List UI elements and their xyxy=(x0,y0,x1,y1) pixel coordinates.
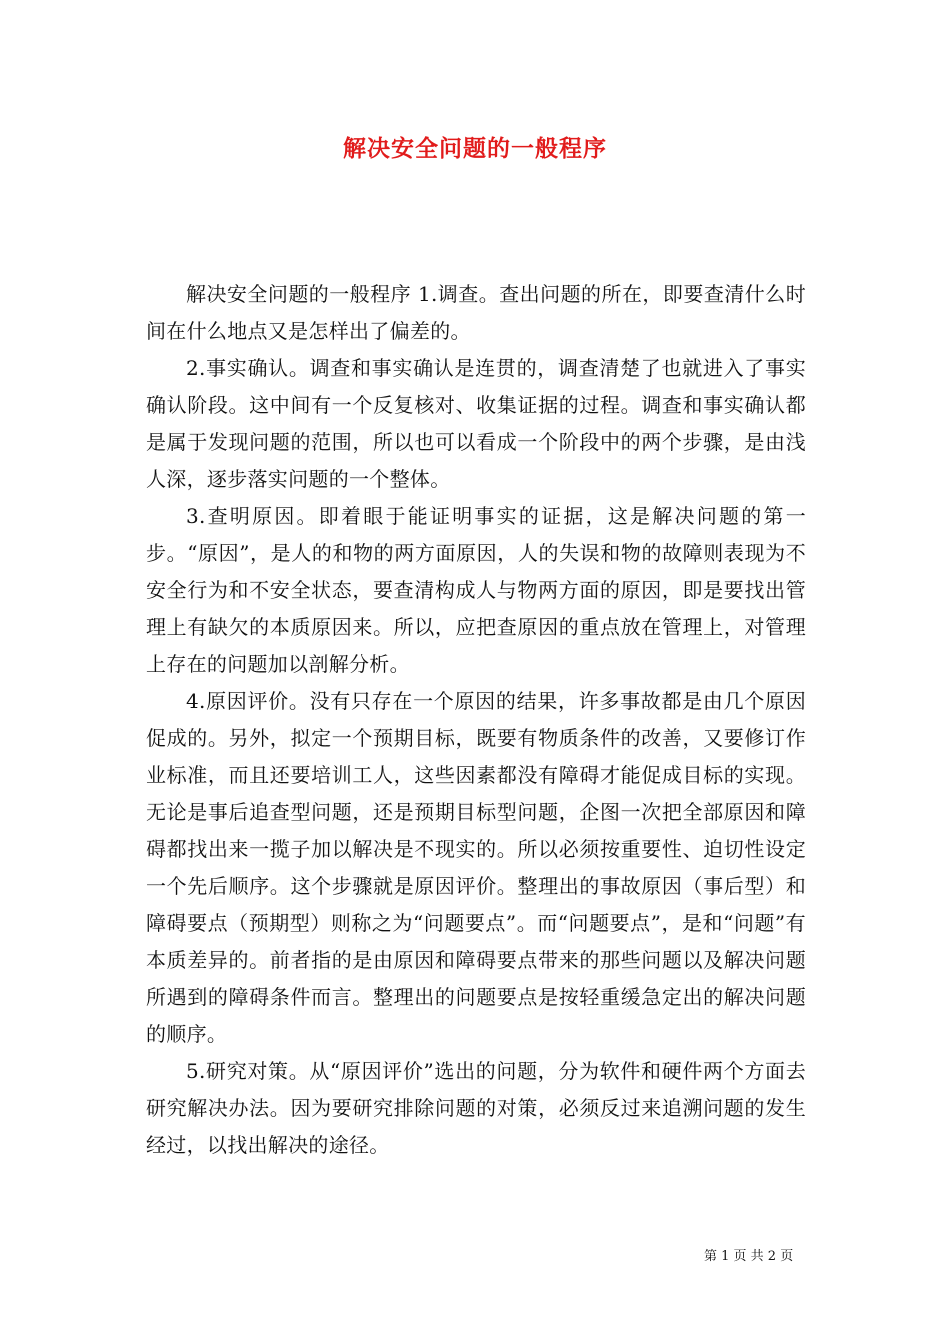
paragraph-2: 2.事实确认。调查和事实确认是连贯的，调查清楚了也就进入了事实确认阶段。这中间有一个反复核对、收集证据的过程。调查和事实确认都是属于发现问题的范围，所以也可以看成一个阶段中的两个步骤，是由浅人深，逐步落实问题的一个整体。 xyxy=(146,356,806,491)
page-number-footer: 第 1 页 共 2 页 xyxy=(704,1249,794,1264)
paragraph-5: 5.研究对策。从“原因评价”选出的问题，分为软件和硬件两个方面去研究解决办法。因为要研究排除问题的对策，必须反过来追溯问题的发生经过，以找出解决的途径。 xyxy=(146,1059,806,1157)
paragraph-1: 解决安全问题的一般程序 1.调查。查出问题的所在，即要查清什么时间在什么地点又是怎样出了偏差的。 xyxy=(146,282,806,343)
document-title: 解决安全问题的一般程序 xyxy=(343,135,607,162)
paragraph-3: 3.查明原因。即着眼于能证明事实的证据，这是解决问题的第一步。“原因”，是人的和物的两方面原因，人的失误和物的故障则表现为不安全行为和不安全状态，要查清构成人与物两方面的原因，即是要找出管理上有缺欠的本质原因来。所以，应把查原因的重点放在管理上，对管理上存在的问题加以剖解分析。 xyxy=(146,504,806,676)
document-body xyxy=(146,276,806,1164)
paragraph-4: 4.原因评价。没有只存在一个原因的结果，许多事故都是由几个原因促成的。另外，拟定一个预期目标，既要有物质条件的改善，又要修订作业标准，而且还要培训工人，这些因素都没有障碍才能促成目标的实现。无论是事后追查型问题，还是预期目标型问题，企图一次把全部原因和障碍都找出来一揽子加以解决是不现实的。所以必须按重要性、迫切性设定一个先后顺序。这个步骤就是原因评价。整理出的事故原因（事后型）和障碍要点（预期型）则称之为“问题要点”。而“问题要点”，是和“问题”有本质差异的。前者指的是由原因和障碍要点带来的那些问题以及解决问题所遇到的障碍条件而言。整理出的问题要点是按轻重缓急定出的解决问题的顺序。 xyxy=(146,689,806,1046)
